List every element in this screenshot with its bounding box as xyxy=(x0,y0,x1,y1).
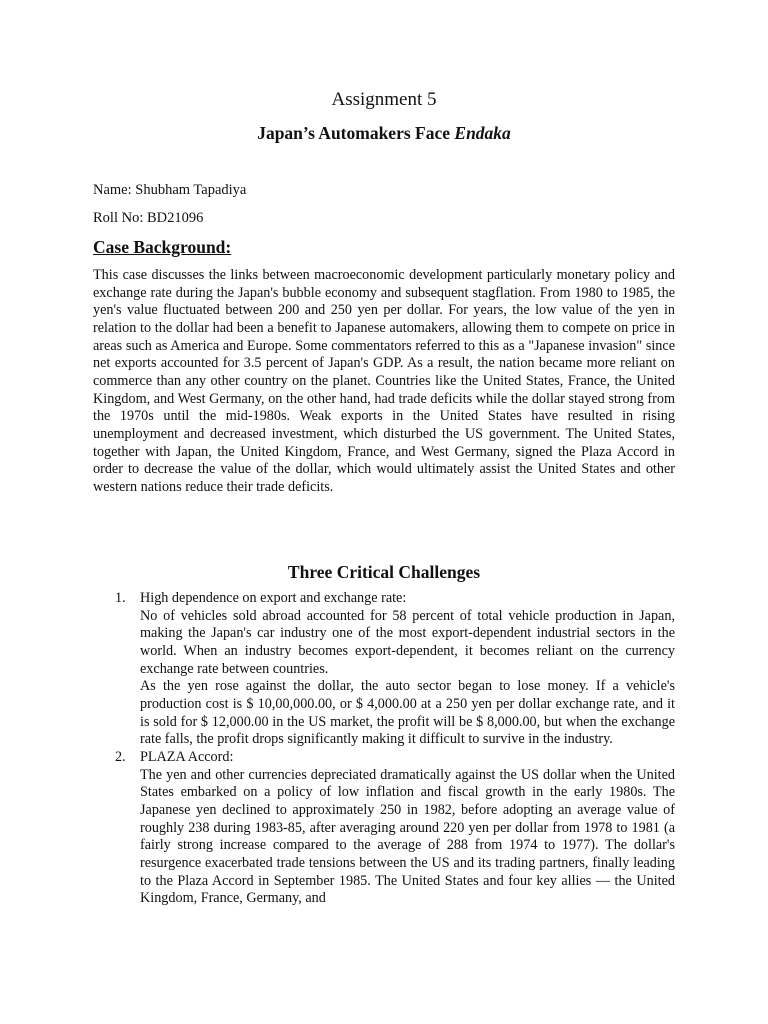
challenge-item-export-dependence xyxy=(115,590,675,749)
subtitle-main: Japan’s Automakers Face xyxy=(257,123,455,143)
document-subtitle xyxy=(0,121,768,145)
challenges-heading: Three Critical Challenges xyxy=(287,562,481,582)
document-title: Assignment 5 xyxy=(331,89,437,110)
list-item-title: High dependence on export and exchange rate: xyxy=(140,590,407,606)
case-background-heading: Case Background: xyxy=(93,237,232,257)
list-item-title: PLAZA Accord: xyxy=(140,748,234,765)
roll-number-line: Roll No: BD21096 xyxy=(93,210,204,226)
list-item-paragraph: No of vehicles sold abroad accounted for 58 percent of total vehicle production in Japan, making the Japan's car industry one of the most export-dependent industrial sectors in the world. When an industry becomes export-dependent, it becomes reliant on the currency exchange rate between countries. xyxy=(140,607,675,677)
case-background-paragraph: This case discusses the links between macroeconomic development particularly monetary policy and exchange rate during the Japan's bubble economy and subsequent stagflation. From 1980 to 1985, the yen's value fluctuated between 200 and 250 yen per dollar. For years, the low value of the yen in relation to the dollar had been a benefit to Japanese automakers, allowing them to compete on price in areas such as America and Europe. Some commentators referred to this as a "Japanese invasion" since net exports accounted for 3.5 percent of Japan's GDP. As a result, the nation became more reliant on commerce than any other country on the planet. Countries like the United States, France, the United Kingdom, and West Germany, on the other hand, had trade deficits while the dollar stayed strong from the 1970s until the mid-1980s. Weak exports in the United States have resulted in rising unemployment and decreased investment, which disturbed the US government. The United States, together with Japan, the United Kingdom, France, and West Germany, signed the Plaza Accord in order to decrease the value of the dollar, which would ultimately assist the United States and other western nations reduce their trade deficits. xyxy=(93,267,675,495)
list-item-paragraph: As the yen rose against the dollar, the auto sector began to lose money. If a vehicle's production cost is $ 10,00,000.00, or $ 4,000.00 at a 250 yen per dollar exchange rate, and it is sold for $ 12,000.00 in the US market, the profit will be $ 8,000.00, but when the exchange rate falls, the profit drops significantly making it difficult to survive in the industry. xyxy=(140,678,675,748)
challenge-item-plaza-accord xyxy=(115,749,675,908)
subtitle-emphasis: Endaka xyxy=(454,123,511,143)
author-name-line: Name: Shubham Tapadiya xyxy=(93,182,247,198)
list-item-paragraph: The yen and other currencies depreciated dramatically against the US dollar when the United States embarked on a policy of low inflation and fiscal growth in the early 1980s. The Japanese yen declined to approximately 250 in 1982, before adopting an average value of roughly 238 during 1983-85, after averaging around 220 yen per dollar from 1978 to 1981 (a fairly strong increase compared to the average of 288 from 1974 to 1977). The dollar's resurgence exacerbated trade tensions between the US and its trading partners, finally leading to the Plaza Accord in September 1985. The United States and four key allies — the United Kingdom, France, Germany, and xyxy=(140,766,675,907)
challenges-list xyxy=(115,590,675,908)
list-item-number: 2. xyxy=(115,748,126,765)
list-item-number: 1. xyxy=(115,590,126,606)
